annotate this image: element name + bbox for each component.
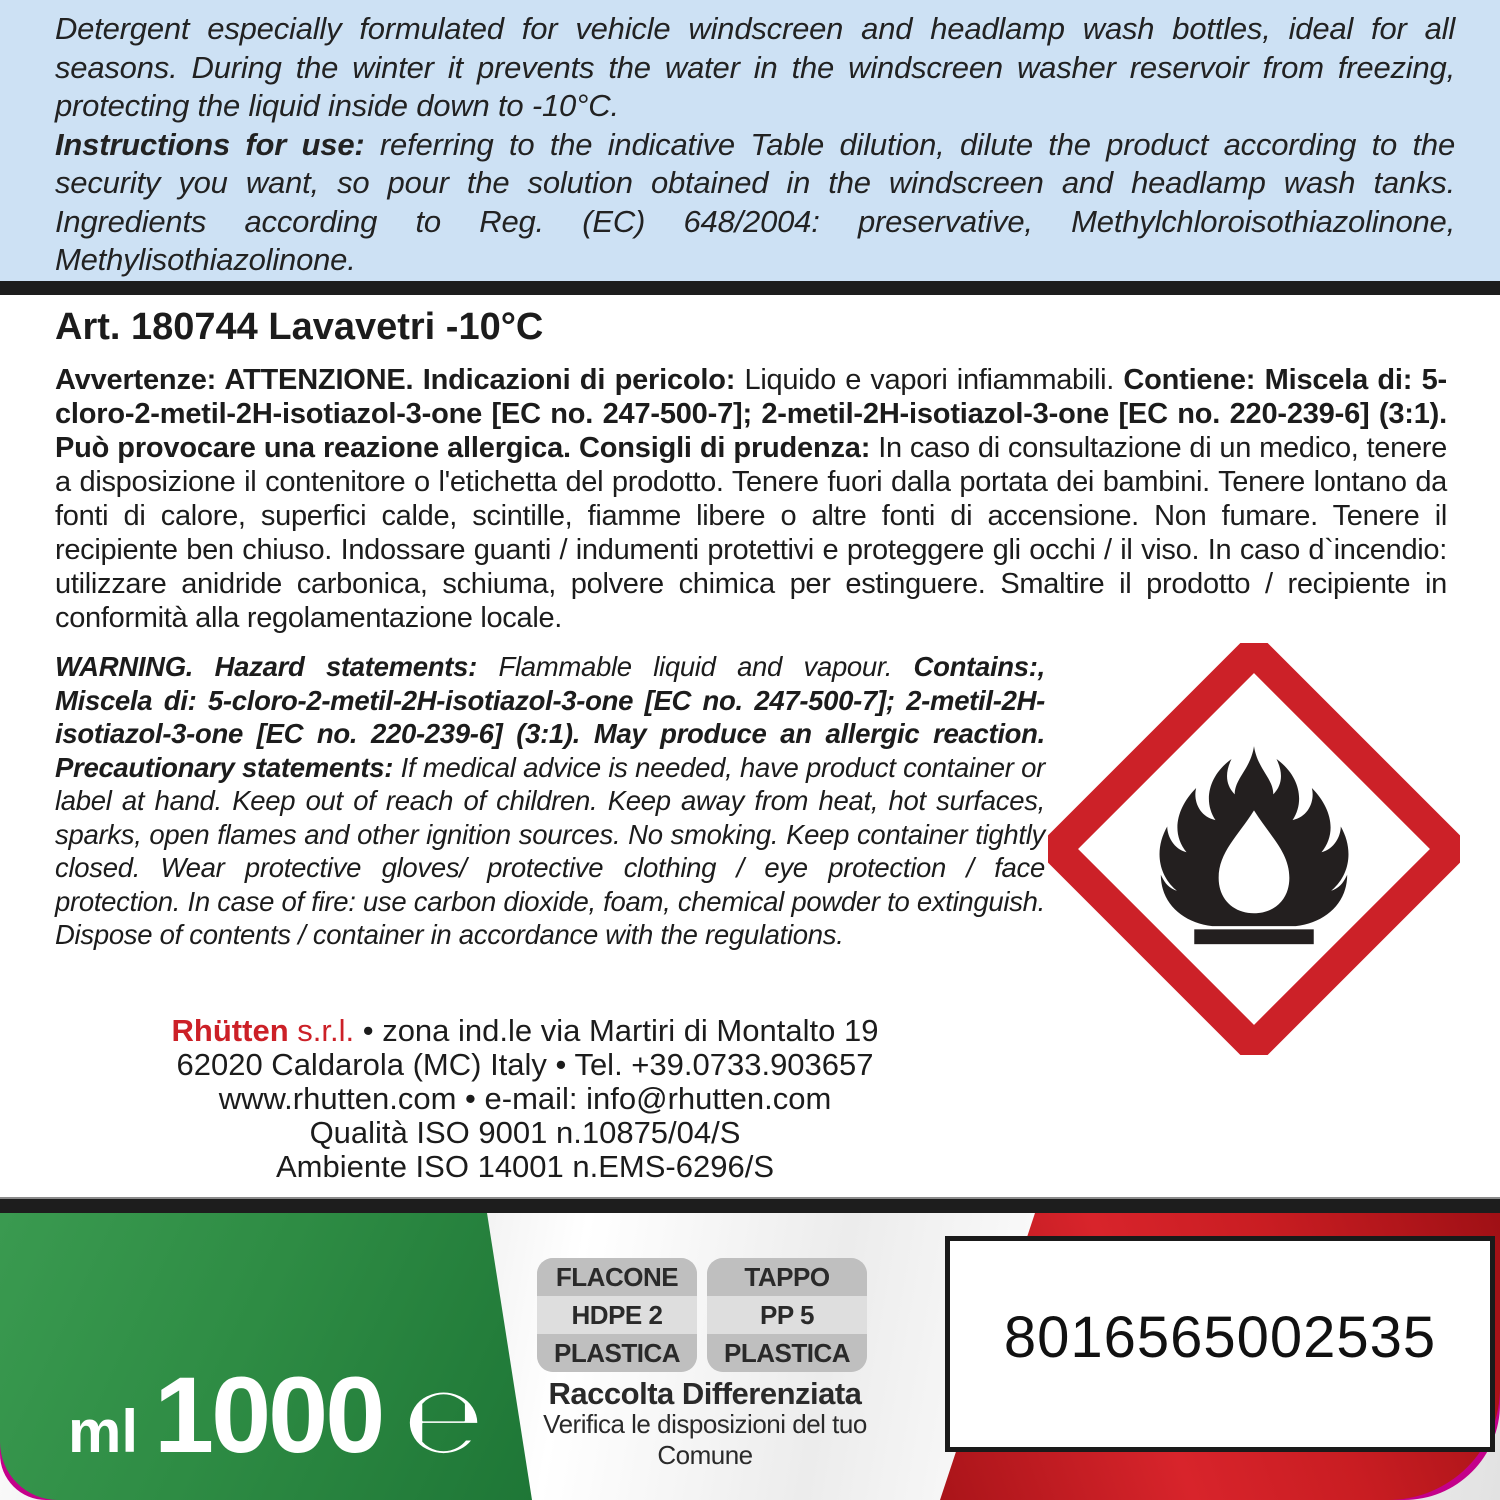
company-address: • zona ind.le via Martiri di Montalto 19 (354, 1013, 879, 1048)
description-text: Detergent especially formulated for vehicle windscreen and headlamp wash bottles, ideal for all seasons. During the winter it prevents the water in the windscreen washer reservoir from freezing, protecting the liquid inside down to -10°C. (55, 11, 1455, 123)
volume-declaration (68, 1352, 483, 1477)
recycling-title: Raccolta Differenziata (548, 1376, 862, 1411)
company-line-4: Qualità ISO 9001 n.10875/04/S (309, 1115, 741, 1150)
volume-value: 1000 (154, 1354, 383, 1475)
flame-pictogram-svg (1048, 643, 1460, 1055)
warnings-english (55, 650, 1045, 952)
barcode-number: 8016565002535 (1003, 1304, 1437, 1370)
page-title: Art. 180744 Lavavetri -10°C (55, 306, 544, 348)
recycling-column-cap (707, 1258, 867, 1372)
warnings-italian (55, 363, 1447, 635)
warnings-en-text-2: If medical advice is needed, have product container or label at hand. Keep out of reach of children. Keep away from heat, hot surfaces, sparks, open flames and other ignition sources. No smoking. Keep container tightly closed. Wear protective gloves/ protective clothing / eye protection / face protection. In case of fire: use carbon dioxide, foam, chemical powder to extinguish. Dispose of contents / container in accordance with the regulations. (55, 751, 1046, 950)
recycling-cell: TAPPO (707, 1258, 867, 1296)
company-line-5: Ambiente ISO 14001 n.EMS-6296/S (275, 1149, 774, 1184)
description-box (0, 0, 1500, 281)
volume-unit: ml (68, 1398, 139, 1465)
separator-bar-flag (0, 1199, 1500, 1213)
company-line-1 (140, 1014, 910, 1048)
recycling-subtitle: Verifica le disposizioni del tuo Comune (543, 1409, 867, 1470)
warnings-en-bold-2: Contains:, Miscela di: 5-cloro-2-metil-2H-isotiazol-3-one [EC no. 247-500-7]; 2-metil-2H-isotiazol-3-one [EC no. 220-239-6] (3:1). May produce an allergic reaction. Precautionary statements: (55, 651, 1045, 783)
separator-bar-top (0, 281, 1500, 295)
company-line-3: www.rhutten.com • e-mail: info@rhutten.com (218, 1081, 832, 1116)
instructions-paragraph (55, 126, 1455, 280)
warnings-it-text-1: Liquido e vapori infiammabili. (735, 364, 1124, 396)
brand-name: Rhütten (171, 1013, 289, 1048)
warnings-en-bold-1: WARNING. Hazard statements: (55, 651, 477, 682)
recycling-cell: PLASTICA (707, 1334, 867, 1372)
recycling-cell: PP 5 (707, 1296, 867, 1334)
instructions-text: referring to the indicative Table dilution, dilute the product according to the security you want, so pour the solution obtained in the windscreen and headlamp wash tanks. Ingredients according to Reg. (EC) 648/2004: preservative, Methylchloroisothiazolinone, Methylisothiazolinone. (55, 126, 1455, 277)
company-line-2: 62020 Caldarola (MC) Italy • Tel. +39.0733.903657 (176, 1047, 874, 1082)
recycling-cell: FLACONE (537, 1258, 697, 1296)
recycling-cell: PLASTICA (537, 1334, 697, 1372)
recycling-column-bottle (537, 1258, 697, 1372)
warnings-it-bold-2: Contiene: Miscela di: 5-cloro-2-metil-2H-isotiazol-3-one [EC no. 247-500-7]; 2-metil-2H-isotiazol-3-one [EC no. 220-239-6] (3:1). Può provocare una reazione allergica. Consigli di prudenza: (55, 364, 1448, 464)
barcode-box (945, 1236, 1495, 1452)
estimated-sign: ℮ (404, 1367, 483, 1474)
company-info (140, 1014, 910, 1184)
flame-base-bar (1194, 929, 1313, 944)
description-paragraph (55, 10, 1455, 126)
brand-suffix: s.r.l. (297, 1013, 355, 1048)
flame-pictogram (1048, 643, 1460, 1055)
recycling-cell: HDPE 2 (537, 1296, 697, 1334)
warnings-it-text-2: In caso di consultazione di un medico, tenere a disposizione il contenitore o l'etichetta del prodotto. Tenere fuori dalla portata dei bambini. Tenere lontano da fonti di calore, superfici calde, scintille, fiamme libere o altre fonti di accensione. Non fumare. Tenere il recipiente ben chiuso. Indossare guanti / indumenti protettivi e proteggere gli occhi / il viso. In caso d`incendio: utilizzare anidride carbonica, schiuma, polvere chimica per estinguere. Smaltire il prodotto / recipiente in conformità alla regolamentazione locale. (55, 432, 1447, 634)
instructions-label: Instructions for use: (55, 126, 365, 162)
warnings-en-text-1: Flammable liquid and vapour. (477, 651, 914, 682)
warnings-it-bold-1: Avvertenze: ATTENZIONE. Indicazioni di pericolo: (55, 364, 736, 396)
recycling-table (537, 1258, 867, 1372)
